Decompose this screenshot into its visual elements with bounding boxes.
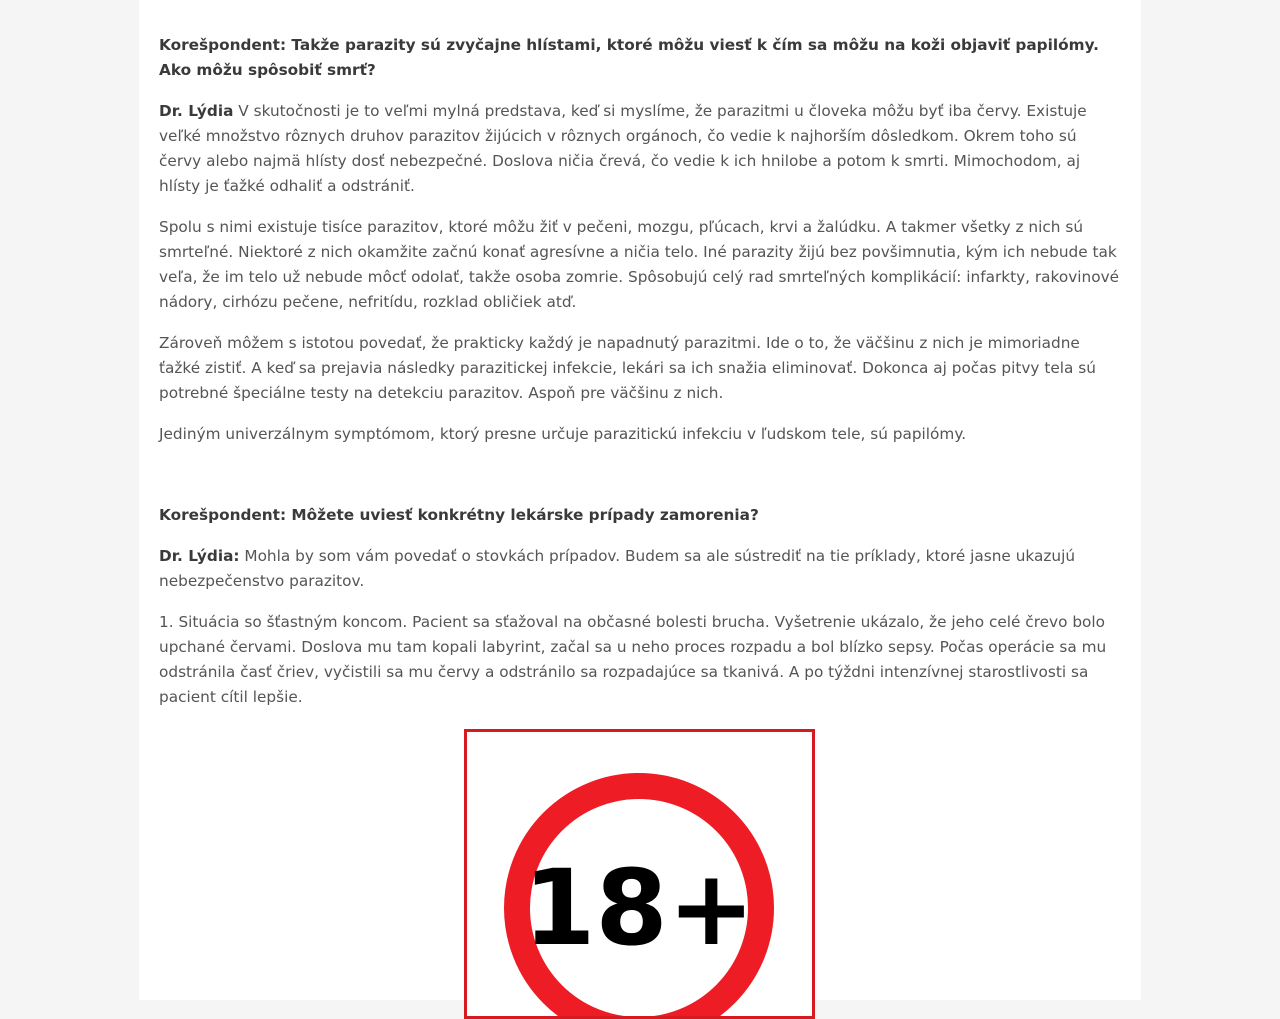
age-restriction-image: [464, 729, 815, 1019]
article-body: [159, 33, 1121, 726]
question-2: Korešpondent: Môžete uviesť konkrétny lekárske prípady zamorenia?: [159, 506, 759, 524]
paragraph-parasites-organs: Spolu s nimi existuje tisíce parazitov, ktoré môžu žiť v pečeni, mozgu, pľúcach, krvi a žalúdku. A takmer všetky z nich sú smrteľné. Niektoré z nich okamžite začnú konať agresívne a ničia telo. Iné parazity žijú bez povšimnutia, kým ich nebude tak veľa, že im telo už nebude môcť odolať, takže osoba zomrie. Spôsobujú celý rad smrteľných komplikácií: infarkty, rakovinové nádory, cirhózu pečene, nefritídu, rozklad obličiek atď.: [159, 218, 1120, 311]
speaker-name: Dr. Lýdia:: [159, 547, 240, 565]
case-1-paragraph: 1. Situácia so šťastným koncom. Pacient sa sťažoval na občasné bolesti brucha. Vyšetrenie ukázalo, že jeho celé črevo bolo upchané červami. Doslova mu tam kopali labyrint, začal sa u neho proces rozpadu a bol blízko sepsy. Počas operácie sa mu odstránila časť čriev, vyčistili sa mu červy a odstránilo sa rozpadajúce sa tkanivá. A po týždni intenzívnej starostlivosti sa pacient cítil lepšie.: [159, 613, 1107, 706]
article-page: [139, 0, 1141, 1000]
question-1: Korešpondent: Takže parazity sú zvyčajne hlístami, ktoré môžu viesť k čím sa môžu na koži objaviť papilómy. Ako môžu spôsobiť smrť?: [159, 36, 1099, 79]
answer-1-text: V skutočnosti je to veľmi mylná predstava, keď si myslíme, že parazitmi u človeka môžu byť iba červy. Existuje veľké množstvo rôznych druhov parazitov žijúcich v rôznych orgánoch, čo vedie k najhorším dôsledkom. Okrem toho sú červy alebo najmä hlísty dosť nebezpečné. Doslova ničia črevá, čo vedie k ich hnilobe a potom k smrti. Mimochodom, aj hlísty je ťažké odhaliť a odstrániť.: [159, 102, 1087, 195]
age-18-plus-sign: [467, 732, 812, 1016]
paragraph-papillomas: Jediným univerzálnym symptómom, ktorý presne určuje parazitickú infekciu v ľudskom tele, sú papilómy.: [159, 425, 967, 443]
paragraph-detection: Zároveň môžem s istotou povedať, že prakticky každý je napadnutý parazitmi. Ide o to, že väčšinu z nich je mimoriadne ťažké zistiť. A keď sa prejavia následky parazitickej infekcie, lekári sa ich snažia eliminovať. Dokonca aj počas pitvy tela sú potrebné špeciálne testy na detekciu parazitov. Aspoň pre väčšinu z nich.: [159, 334, 1096, 402]
sign-label: 18+: [523, 847, 755, 969]
answer-2: [159, 544, 1121, 594]
speaker-name: Dr. Lýdia: [159, 102, 234, 120]
section-spacer: [159, 463, 1121, 503]
answer-2-text: Mohla by som vám povedať o stovkách prípadov. Budem sa ale sústrediť na tie príklady, ktoré jasne ukazujú nebezpečenstvo parazitov.: [159, 547, 1076, 590]
answer-1: [159, 99, 1121, 199]
